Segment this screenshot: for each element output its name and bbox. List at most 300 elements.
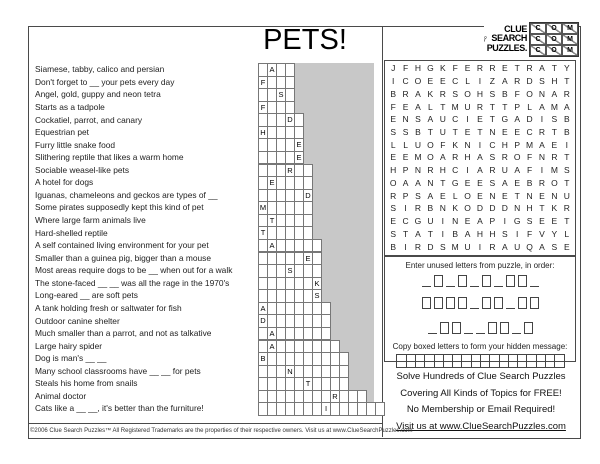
wordsearch-letter: A bbox=[501, 177, 508, 188]
clue-item: Siamese, tabby, calico and persian bbox=[35, 64, 165, 75]
wordsearch-letter: K bbox=[439, 63, 446, 74]
promo-link[interactable]: Visit us at www.ClueSearchPuzzles.com bbox=[396, 420, 566, 432]
wordsearch-letter: R bbox=[563, 203, 570, 214]
wordsearch-letter: T bbox=[489, 101, 495, 112]
clue-item: Sociable weasel-like pets bbox=[35, 164, 130, 175]
wordsearch-letter: K bbox=[452, 203, 459, 214]
crossword-cell bbox=[303, 226, 313, 240]
clue-item: Dog is man's __ __ bbox=[35, 353, 107, 364]
crossword-row bbox=[258, 390, 366, 404]
wordsearch-letter: C bbox=[452, 114, 459, 125]
wordsearch-letter: R bbox=[390, 190, 397, 201]
wordsearch-letter: I bbox=[478, 139, 482, 150]
wordsearch-letter: R bbox=[538, 127, 546, 138]
wordsearch-letter: K bbox=[551, 203, 558, 214]
crossword-letter-cell: S bbox=[312, 289, 322, 303]
wordsearch-letter: I bbox=[565, 139, 568, 150]
wordsearch-letter: I bbox=[441, 216, 444, 227]
crossword-cell bbox=[285, 76, 295, 90]
wordsearch-letter: I bbox=[516, 228, 519, 239]
letter-box-slot bbox=[494, 297, 503, 309]
wordsearch-letter: E bbox=[390, 114, 397, 125]
crossword-row bbox=[258, 252, 321, 266]
wordsearch-letter: A bbox=[539, 241, 545, 252]
clue-item: Angel, gold, guppy and neon tetra bbox=[35, 89, 161, 100]
wordsearch-letter: S bbox=[489, 152, 496, 163]
wordsearch-letter: F bbox=[390, 101, 396, 112]
crossword-letter-cell: T bbox=[267, 214, 277, 228]
wordsearch-letter: S bbox=[390, 228, 397, 239]
message-cell bbox=[554, 354, 564, 368]
wordsearch-letter: E bbox=[402, 101, 409, 112]
wordsearch-letter: U bbox=[427, 216, 434, 227]
letter-box-slot bbox=[440, 322, 449, 334]
wordsearch-letter: U bbox=[439, 127, 446, 138]
letter-dash-slot bbox=[470, 275, 479, 287]
wordsearch-letter: A bbox=[415, 177, 421, 188]
wordsearch-letter: B bbox=[415, 127, 421, 138]
unused-slot-row bbox=[385, 322, 575, 335]
crossword-row bbox=[258, 126, 303, 140]
wordsearch-letter: H bbox=[526, 203, 533, 214]
wordsearch-letter: E bbox=[427, 76, 434, 87]
wordsearch-letter: A bbox=[415, 101, 421, 112]
wordsearch-letter: I bbox=[540, 114, 544, 125]
wordsearch-letter: E bbox=[501, 127, 508, 138]
wordsearch-letter: L bbox=[403, 139, 408, 150]
wordsearch-letter: M bbox=[414, 152, 422, 163]
clue-item: A self contained living environment for your pet bbox=[35, 240, 209, 251]
wordsearch-letter: S bbox=[415, 114, 421, 125]
wordsearch-letter: T bbox=[427, 127, 433, 138]
logo-com-cell: O bbox=[546, 45, 562, 56]
wordsearch-letter: U bbox=[414, 139, 422, 150]
copy-boxed-label: Copy boxed letters to form your hidden message: bbox=[392, 342, 568, 351]
crossword-row bbox=[258, 164, 312, 178]
crossword-cell bbox=[285, 88, 295, 102]
crossword-row bbox=[258, 138, 303, 152]
crossword-letter-cell: T bbox=[303, 377, 313, 391]
wordsearch-letter: R bbox=[427, 165, 434, 176]
wordsearch-letter: H bbox=[476, 88, 484, 99]
crossword-cell bbox=[330, 340, 340, 354]
wordsearch-letter: A bbox=[539, 101, 545, 112]
clue-list bbox=[35, 63, 255, 415]
wordsearch-letter: A bbox=[501, 241, 508, 252]
promo-line: No Membership or Email Required! bbox=[406, 404, 556, 415]
crossword-letter-cell: F bbox=[258, 76, 268, 90]
unused-letters-section bbox=[384, 256, 576, 362]
wordsearch-letter: E bbox=[439, 76, 446, 87]
wordsearch-letter: I bbox=[540, 165, 544, 176]
logo-com-grid bbox=[529, 22, 579, 57]
wordsearch-letter: I bbox=[478, 241, 482, 252]
wordsearch-letter: I bbox=[441, 228, 444, 239]
wordsearch-letter: P bbox=[402, 190, 409, 201]
letter-dash-slot bbox=[422, 275, 431, 287]
wordsearch-letter: A bbox=[514, 114, 521, 125]
wordsearch-letter: L bbox=[452, 190, 458, 201]
letter-box-slot bbox=[434, 275, 443, 287]
wordsearch-letter: E bbox=[390, 216, 397, 227]
crossword-cell bbox=[321, 327, 331, 341]
crossword-row bbox=[258, 365, 348, 379]
wordsearch-letter: O bbox=[526, 88, 533, 99]
wordsearch-letter: H bbox=[476, 228, 484, 239]
logo-com-cell: C bbox=[530, 45, 546, 56]
wordsearch-letter: A bbox=[539, 139, 545, 150]
letter-box-slot bbox=[518, 297, 527, 309]
wordsearch-letter: O bbox=[513, 152, 521, 163]
crossword-row bbox=[258, 402, 384, 416]
clue-item: Most areas require dogs to be __ when out for a walk bbox=[35, 265, 233, 276]
logo-line-search: SEARCH bbox=[491, 33, 527, 44]
wordsearch-letter: F bbox=[452, 63, 458, 74]
wordsearch-letter: T bbox=[440, 177, 446, 188]
crossword-cell bbox=[285, 101, 295, 115]
wordsearch-letter: M bbox=[451, 101, 459, 112]
wordsearch-letter: T bbox=[551, 63, 557, 74]
wordsearch-letter: E bbox=[477, 190, 483, 201]
wordsearch-letter: F bbox=[402, 63, 409, 74]
enter-unused-label: Enter unused letters from puzzle, in order: bbox=[405, 261, 555, 270]
wordsearch-letter: S bbox=[551, 241, 558, 252]
crossword-row bbox=[258, 101, 294, 115]
wordsearch-letter: L bbox=[428, 101, 433, 112]
crossword-row bbox=[258, 189, 312, 203]
crossword-letter-cell: A bbox=[267, 327, 277, 341]
crossword-cell bbox=[294, 113, 304, 127]
wordsearch-letter: Y bbox=[551, 228, 558, 239]
wordsearch-letter: P bbox=[489, 216, 496, 227]
crossword-letter-cell: S bbox=[285, 264, 295, 278]
crossword-letter-cell: F bbox=[258, 101, 268, 115]
wordsearch-letter: U bbox=[464, 241, 471, 252]
wordsearch-letter: B bbox=[390, 241, 397, 252]
wordsearch-box bbox=[384, 60, 576, 256]
wordsearch-letter: A bbox=[439, 152, 446, 163]
wordsearch-letter: D bbox=[427, 241, 434, 252]
clue-item: Large hairy spider bbox=[35, 340, 103, 351]
wordsearch-letter: R bbox=[439, 88, 446, 99]
wordsearch-letter: T bbox=[514, 63, 520, 74]
wordsearch-letter: E bbox=[501, 190, 508, 201]
logo-com-cell: M bbox=[562, 45, 578, 56]
clue-item: Where large farm animals live bbox=[35, 215, 146, 226]
wordsearch-letter: F bbox=[440, 139, 446, 150]
wordsearch-letter: I bbox=[404, 203, 407, 214]
crossword-letter-cell: N bbox=[285, 365, 295, 379]
letter-box-slot bbox=[518, 275, 527, 287]
wordsearch-letter: P bbox=[514, 139, 521, 150]
letter-box-slot bbox=[452, 322, 461, 334]
wordsearch-letter: D bbox=[526, 76, 533, 87]
promo-block bbox=[384, 369, 578, 435]
wordsearch-letter: B bbox=[501, 88, 508, 99]
crossword-row bbox=[258, 340, 339, 354]
wordsearch-letter: E bbox=[563, 241, 570, 252]
wordsearch-letter: F bbox=[526, 165, 533, 176]
crossword-cell bbox=[303, 201, 313, 215]
wordsearch-letter: C bbox=[489, 139, 496, 150]
crossword-letter-cell: D bbox=[285, 113, 295, 127]
clue-item: Steals his home from snails bbox=[35, 378, 138, 389]
wordsearch-letter: T bbox=[551, 127, 557, 138]
clue-item: Furry little snake food bbox=[35, 139, 116, 150]
clue-item: Don't forget to __ your pets every day bbox=[35, 76, 175, 87]
crossword-letter-cell: E bbox=[294, 138, 304, 152]
wordsearch-letter: U bbox=[501, 165, 508, 176]
crossword-row bbox=[258, 289, 321, 303]
wordsearch-letter: O bbox=[414, 76, 422, 87]
wordsearch-letter: A bbox=[477, 152, 483, 163]
letter-dash-slot bbox=[530, 275, 539, 287]
wordsearch-letter: V bbox=[539, 228, 545, 239]
wordsearch-letter: N bbox=[427, 177, 434, 188]
wordsearch-letter: P bbox=[514, 101, 521, 112]
clue-item: A tank holding fresh or saltwater for fish bbox=[35, 302, 182, 313]
crossword-row bbox=[258, 226, 312, 240]
crossword-row bbox=[258, 214, 312, 228]
crossword-row bbox=[258, 151, 303, 165]
wordsearch-letter: U bbox=[514, 241, 521, 252]
letter-box-slot bbox=[488, 322, 497, 334]
crossword-letter-cell: R bbox=[285, 164, 295, 178]
wordsearch-letter: Q bbox=[526, 241, 533, 252]
wordsearch-letter: E bbox=[477, 114, 483, 125]
wordsearch-letter: N bbox=[551, 190, 558, 201]
wordsearch-letter: B bbox=[452, 228, 459, 239]
wordsearch-letter: F bbox=[526, 228, 533, 239]
wordsearch-letter: O bbox=[551, 177, 558, 188]
wordsearch-letter: R bbox=[414, 241, 422, 252]
crossword-letter-cell: S bbox=[276, 88, 286, 102]
wordsearch-letter: C bbox=[452, 165, 459, 176]
letter-box-slot bbox=[458, 297, 467, 309]
logo-line-puzzles: PUZZLES. bbox=[486, 42, 527, 53]
crossword-row bbox=[258, 264, 321, 278]
wordsearch-letter: F bbox=[526, 152, 533, 163]
wordsearch-letter: E bbox=[464, 127, 471, 138]
wordsearch-letter: R bbox=[538, 177, 546, 188]
wordsearch-letter: E bbox=[439, 190, 446, 201]
crossword-letter-cell: E bbox=[294, 151, 304, 165]
letter-box-slot bbox=[434, 297, 443, 309]
wordsearch-letter: T bbox=[477, 127, 483, 138]
wordsearch-letter: G bbox=[451, 177, 459, 188]
wordsearch-letter: R bbox=[476, 101, 484, 112]
wordsearch-letter: A bbox=[477, 165, 483, 176]
crossword-cell bbox=[312, 252, 322, 266]
clue-item: Much smaller than a parrot, and not as talkative bbox=[35, 328, 212, 339]
wordsearch-letter: S bbox=[551, 114, 558, 125]
wordsearch-letter: I bbox=[478, 76, 482, 87]
wordsearch-letter: H bbox=[551, 76, 558, 87]
clue-item: Slithering reptile that likes a warm home bbox=[35, 152, 184, 163]
wordsearch-letter: K bbox=[427, 88, 434, 99]
crossword-cell bbox=[312, 239, 322, 253]
wordsearch-letter: L bbox=[465, 76, 470, 87]
logo-com-cell: O bbox=[546, 23, 562, 34]
crossword-cell bbox=[321, 302, 331, 316]
crossword-letter-cell: E bbox=[267, 176, 277, 190]
wordsearch-letter: N bbox=[514, 203, 521, 214]
crossword-letter-cell: K bbox=[312, 277, 322, 291]
crossword-row bbox=[258, 76, 294, 90]
crossword-cell bbox=[339, 352, 349, 366]
wordsearch-letter: B bbox=[563, 127, 570, 138]
wordsearch-letter: R bbox=[489, 241, 496, 252]
wordsearch-letter: E bbox=[551, 139, 558, 150]
wordsearch-letter: I bbox=[503, 216, 506, 227]
wordsearch-letter: N bbox=[538, 88, 546, 99]
promo-line: Covering All Kinds of Topics for FREE! bbox=[400, 387, 562, 399]
clue-item: Smaller than a guinea pig, bigger than a mouse bbox=[35, 252, 211, 263]
unused-letter-slots bbox=[385, 275, 575, 335]
wordsearch-letter: N bbox=[489, 190, 496, 201]
crossword-letter-cell: R bbox=[330, 390, 340, 404]
wordsearch-letter: S bbox=[526, 216, 533, 227]
wordsearch-letter: A bbox=[415, 88, 421, 99]
letter-box-slot bbox=[506, 275, 515, 287]
wordsearch-letter: H bbox=[439, 165, 446, 176]
wordsearch-letter: U bbox=[439, 114, 446, 125]
wordsearch-letter: O bbox=[427, 139, 434, 150]
wordsearch-letter: G bbox=[414, 216, 422, 227]
wordsearch-letter: A bbox=[464, 228, 471, 239]
crossword-row bbox=[258, 352, 348, 366]
logo-com-cell: C bbox=[530, 23, 546, 34]
wordsearch-letter: S bbox=[489, 177, 496, 188]
crossword-cell bbox=[357, 390, 367, 404]
wordsearch-letter: G bbox=[513, 216, 521, 227]
wordsearch-letter: G bbox=[427, 63, 434, 74]
crossword-row bbox=[258, 176, 312, 190]
footer-text: ©2006 Clue Search Puzzles™ All Registered Trademarks are the properties of their respective owners. Visit us at www.ClueSearchPuzzles.com bbox=[30, 428, 413, 434]
wordsearch-letter: E bbox=[539, 216, 545, 227]
wordsearch-letter: A bbox=[563, 101, 570, 112]
promo-line: Solve Hundreds of Clue Search Puzzles bbox=[396, 371, 566, 382]
wordsearch-letter: J bbox=[391, 63, 396, 74]
page-title: PETS! bbox=[263, 24, 347, 56]
wordsearch-letter: M bbox=[550, 101, 558, 112]
wordsearch-letter: C bbox=[452, 76, 459, 87]
wordsearch-letter: B bbox=[526, 177, 533, 188]
wordsearch-grid bbox=[387, 62, 573, 253]
wordsearch-letter: I bbox=[466, 165, 469, 176]
clue-item: Cats like a __ __, it's better than the furniture! bbox=[35, 403, 204, 414]
wordsearch-letter: I bbox=[404, 241, 407, 252]
crossword-letter-cell: I bbox=[321, 402, 331, 416]
wordsearch-letter: D bbox=[501, 203, 508, 214]
crossword-letter-cell: T bbox=[258, 226, 268, 240]
wordsearch-letter: R bbox=[563, 88, 570, 99]
crossword-letter-cell: H bbox=[258, 126, 268, 140]
wordsearch-letter: S bbox=[439, 241, 446, 252]
clue-item: Iguanas, chameleons and geckos are types of __ bbox=[35, 189, 218, 200]
wordsearch-letter: A bbox=[415, 228, 421, 239]
crossword-letter-cell: A bbox=[258, 302, 268, 316]
logo-com-cell: M bbox=[562, 34, 578, 45]
clue-item: Animal doctor bbox=[35, 390, 87, 401]
wordsearch-letter: P bbox=[402, 165, 409, 176]
wordsearch-letter: N bbox=[538, 152, 546, 163]
wordsearch-letter: E bbox=[539, 190, 545, 201]
wordsearch-letter: T bbox=[514, 190, 520, 201]
crossword-row bbox=[258, 277, 321, 291]
wordsearch-letter: R bbox=[476, 63, 484, 74]
wordsearch-letter: H bbox=[414, 63, 422, 74]
clue-item: Starts as a tadpole bbox=[35, 101, 105, 112]
wordsearch-letter: E bbox=[501, 63, 508, 74]
wordsearch-letter: M bbox=[550, 165, 558, 176]
wordsearch-letter: A bbox=[551, 88, 558, 99]
wordsearch-letter: T bbox=[564, 76, 570, 87]
crossword-cell bbox=[303, 176, 313, 190]
wordsearch-letter: A bbox=[501, 76, 508, 87]
crossword-cell bbox=[303, 214, 313, 228]
clue-item: Hard-shelled reptile bbox=[35, 227, 108, 238]
letter-dash-slot bbox=[464, 322, 473, 334]
wordsearch-letter: Z bbox=[489, 76, 495, 87]
letter-box-slot bbox=[482, 275, 491, 287]
wordsearch-letter: T bbox=[489, 114, 495, 125]
wordsearch-letter: D bbox=[489, 203, 496, 214]
wordsearch-letter: T bbox=[564, 216, 570, 227]
letter-box-slot bbox=[482, 297, 491, 309]
wordsearch-letter: D bbox=[526, 114, 533, 125]
letter-box-slot bbox=[500, 322, 509, 334]
wordsearch-letter: M bbox=[526, 139, 534, 150]
crossword-cell bbox=[303, 164, 313, 178]
column-divider bbox=[382, 26, 383, 437]
clue-item: Outdoor canine shelter bbox=[35, 315, 120, 326]
wordsearch-letter: S bbox=[452, 88, 459, 99]
wordsearch-letter: S bbox=[390, 127, 397, 138]
wordsearch-letter: A bbox=[539, 63, 545, 74]
wordsearch-letter: B bbox=[563, 114, 570, 125]
wordsearch-letter: R bbox=[514, 76, 521, 87]
wordsearch-letter: H bbox=[501, 139, 508, 150]
wordsearch-letter: H bbox=[390, 165, 397, 176]
wordsearch-letter: A bbox=[427, 114, 434, 125]
wordsearch-letter: E bbox=[402, 152, 409, 163]
wordsearch-letter: E bbox=[464, 177, 471, 188]
wordsearch-letter: S bbox=[489, 88, 496, 99]
wordsearch-letter: T bbox=[564, 177, 570, 188]
letter-box-slot bbox=[422, 297, 431, 309]
clue-item: A hotel for dogs bbox=[35, 177, 94, 188]
wordsearch-letter: N bbox=[439, 203, 446, 214]
wordsearch-letter: S bbox=[539, 76, 545, 87]
letter-dash-slot bbox=[494, 275, 503, 287]
crossword-cell bbox=[339, 365, 349, 379]
wordsearch-letter: R bbox=[414, 203, 422, 214]
clue-item: Equestrian pet bbox=[35, 127, 90, 138]
crossword-row bbox=[258, 239, 321, 253]
wordsearch-letter: M bbox=[451, 241, 459, 252]
wordsearch-letter: T bbox=[502, 101, 508, 112]
unused-slot-row bbox=[385, 275, 575, 288]
wordsearch-letter: I bbox=[392, 76, 395, 87]
wordsearch-letter: H bbox=[464, 152, 471, 163]
crossword-row bbox=[258, 88, 294, 102]
letter-box-slot bbox=[524, 322, 533, 334]
wordsearch-letter: A bbox=[402, 177, 409, 188]
wordsearch-letter: L bbox=[390, 139, 396, 150]
logo-line-clue: CLUE bbox=[504, 23, 527, 34]
crossword-letter-cell: B bbox=[258, 352, 268, 366]
